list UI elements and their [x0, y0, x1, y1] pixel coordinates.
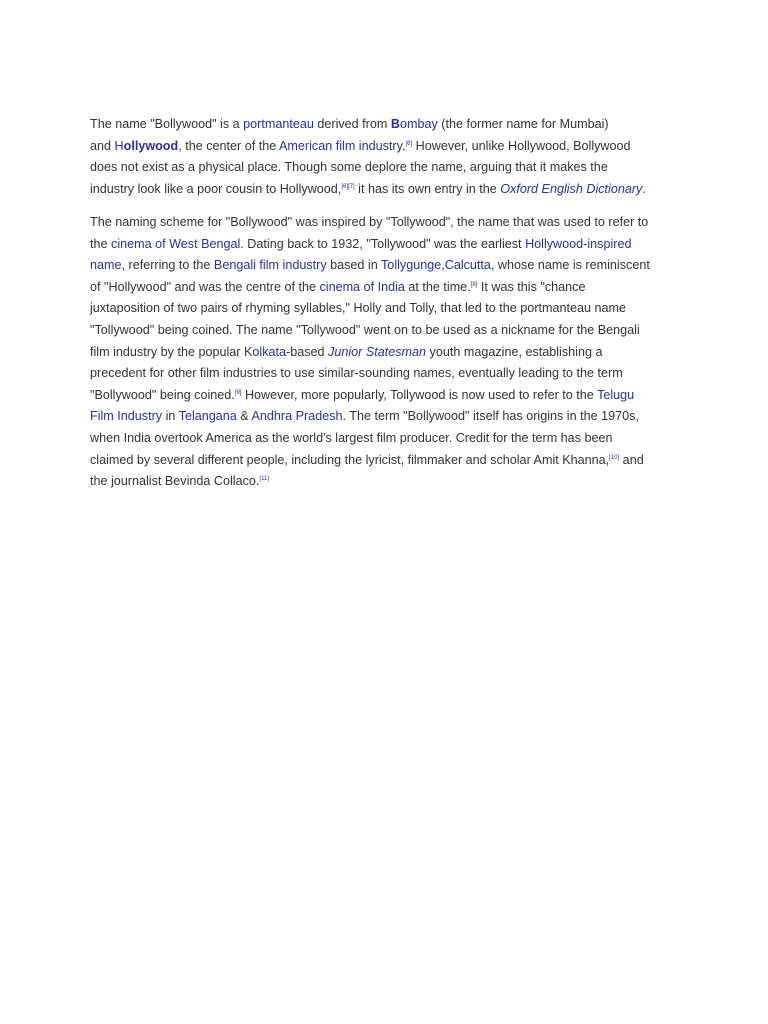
body-text: However, unlike Hollywood, Bollywood [412, 138, 631, 153]
body-text: , [441, 258, 445, 273]
article-link[interactable]: American film industry [279, 138, 402, 153]
body-text: , the center of the [178, 138, 280, 153]
text-line [90, 157, 690, 179]
article-link[interactable]: H [114, 138, 124, 153]
text-line [90, 212, 690, 234]
text-line [90, 428, 690, 450]
body-text: derived from [313, 117, 391, 131]
article-link[interactable]: Kolkata [244, 344, 287, 359]
text-line [90, 471, 690, 493]
text-line [90, 450, 690, 472]
body-text: & [236, 409, 252, 424]
citation-link[interactable]: [10] [609, 454, 620, 461]
body-text: youth magazine, establishing a [426, 344, 603, 359]
text-line [90, 277, 690, 299]
article-link[interactable]: ombay [399, 117, 438, 131]
article-link[interactable]: cinema of India [319, 279, 405, 294]
article-body [90, 114, 690, 504]
article-link[interactable]: Telangana [178, 409, 237, 424]
body-text: industry look like a poor cousin to Hollywood, [90, 181, 342, 196]
text-line [90, 385, 690, 407]
body-text: claimed by several different people, including the lyricist, filmmaker and scholar Amit Khanna, [90, 452, 610, 467]
citation [341, 184, 354, 190]
body-text: -based [286, 344, 329, 359]
text-line [90, 234, 690, 256]
body-text: "Bollywood" being coined. [90, 387, 235, 402]
citation [259, 476, 269, 482]
citation-link[interactable]: [11] [259, 476, 269, 483]
body-text: , whose name is reminiscent [490, 258, 650, 273]
body-text: (the former name for Mumbai) [437, 117, 609, 131]
citation-link[interactable]: [8] [470, 281, 478, 288]
body-text: The naming scheme for "Bollywood" was inspired by "Tollywood", the name that was used to refer to [90, 214, 649, 229]
article-link[interactable]: portmanteau [243, 117, 314, 131]
text-line [90, 114, 690, 136]
body-text: based in [326, 258, 382, 273]
body-text: of "Hollywood" and was the centre of the [90, 279, 320, 294]
article-link[interactable]: ollywood [123, 138, 179, 153]
citation-link[interactable]: [6][7] [341, 183, 355, 190]
article-link[interactable]: Bengali film industry [213, 258, 327, 273]
body-text: However, more popularly, Tollywood is now used to refer to the [241, 387, 598, 402]
body-text: it has its own entry in the [354, 181, 501, 196]
body-text: the [90, 236, 112, 251]
text-line [90, 406, 690, 428]
body-text: at the time. [404, 279, 471, 294]
text-line [90, 179, 690, 201]
article-link[interactable]: Andhra Pradesh [251, 409, 343, 424]
text-line [90, 320, 690, 342]
body-text: the journalist Bevinda Collaco. [90, 474, 260, 489]
body-text: when India overtook America as the world's largest film producer. Credit for the term has been [90, 430, 613, 445]
body-text: in [162, 409, 179, 424]
text-line [90, 363, 690, 385]
article-link[interactable]: Telugu [597, 387, 635, 402]
article-link[interactable]: Tollygunge [381, 258, 442, 273]
citation-link[interactable]: [6] [405, 140, 413, 147]
body-text: does not exist as a physical place. Though some deplore the name, arguing that it makes the [90, 160, 608, 175]
body-text: . The term "Bollywood" itself has origins in the 1970s, [342, 409, 639, 424]
body-text: , referring to the [121, 258, 214, 273]
article-link[interactable]: Calcutta [444, 258, 491, 273]
paragraph [90, 212, 690, 493]
text-line [90, 136, 690, 158]
body-text: "Tollywood" being coined. The name "Tollywood" went on to be used as a nickname for the Bengali [90, 322, 640, 337]
body-text: . Dating back to 1932, "Tollywood" was the earliest [240, 236, 526, 251]
article-link[interactable]: Hollywood-inspired [525, 236, 632, 251]
article-link[interactable]: Oxford English Dictionary [500, 181, 643, 196]
body-text: The name "Bollywood" is a [90, 117, 244, 131]
text-line [90, 255, 690, 277]
paragraph [90, 114, 690, 200]
body-text: . [401, 138, 406, 153]
body-text: and [619, 452, 644, 467]
article-link[interactable]: cinema of West Bengal [111, 236, 241, 251]
article-link[interactable]: Film Industry [90, 409, 163, 424]
body-text: . [642, 181, 646, 196]
body-text: It was this "chance [477, 279, 586, 294]
text-line [90, 298, 690, 320]
body-text: and [90, 138, 115, 153]
citation [609, 455, 619, 461]
body-text: film industry by the popular [90, 344, 244, 359]
article-link[interactable]: B [390, 117, 400, 131]
body-text: precedent for other film industries to use similar-sounding names, eventually leading to the term [90, 366, 623, 381]
article-link[interactable]: Junior Statesman [328, 344, 427, 359]
citation-link[interactable]: [9] [234, 389, 242, 396]
text-line [90, 342, 690, 364]
article-link[interactable]: name [90, 258, 122, 273]
body-text: juxtaposition of two pairs of rhyming syllables," Holly and Tolly, that led to the portmanteau name [90, 301, 627, 316]
